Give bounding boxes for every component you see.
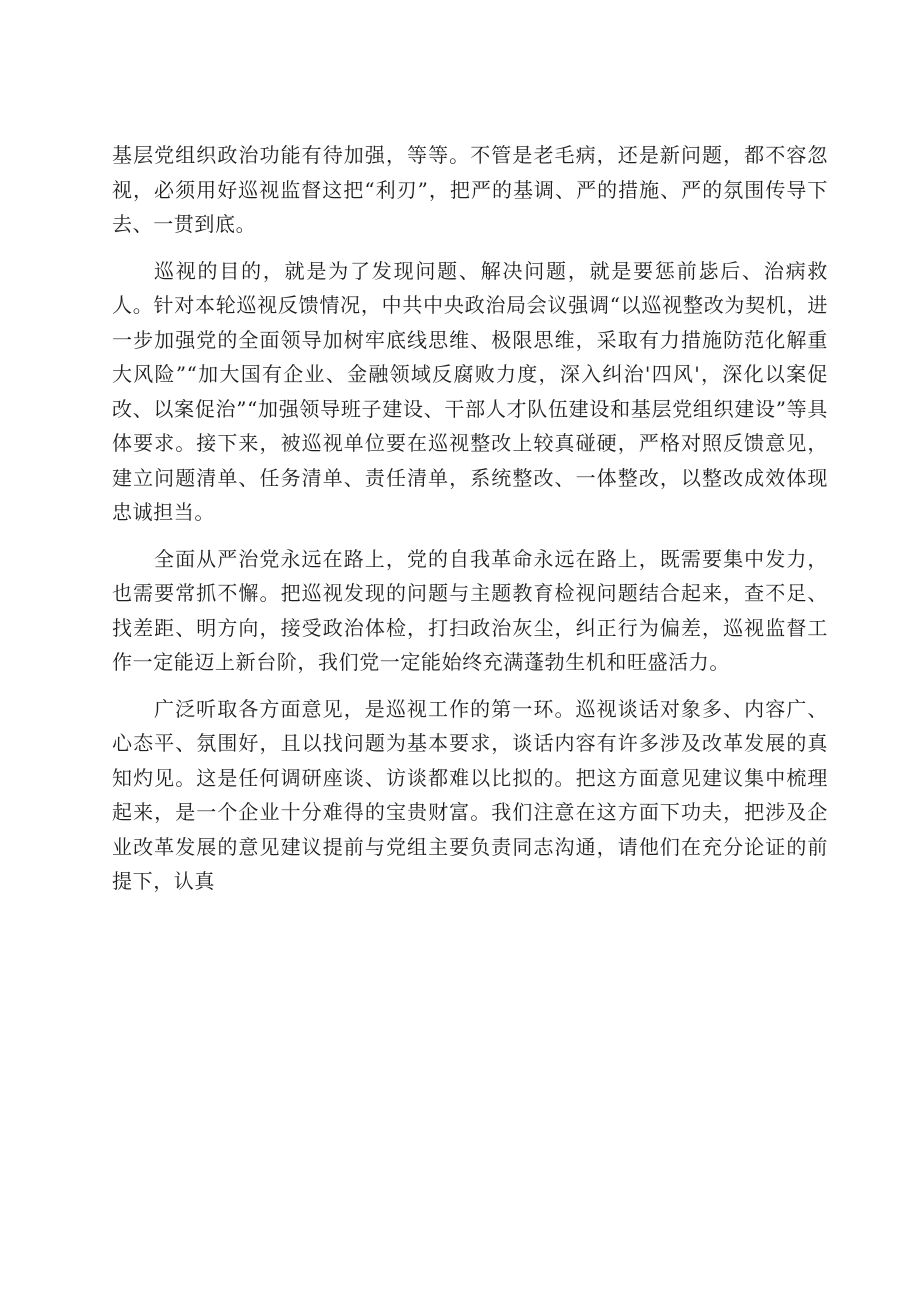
paragraph-party-governance: 全面从严治党永远在路上，党的自我革命永远在路上，既需要集中发力，也需要常抓不懈。把巡视发现的问题与主题教育检视问题结合起来，查不足、找差距、明方向，接受政治体检，打扫政治灰尘，纠正行为偏差，巡视监督工作一定能迈上新台阶，我们党一定能始终充满蓬勃生机和旺盛活力。 [112,546,828,674]
paragraph-continued: 基层党组织政治功能有待加强，等等。不管是老毛病，还是新问题，都不容忽视，必须用好巡视监督这把“利刃”，把严的基调、严的措施、严的氛围传导下去、一贯到底。 [112,143,828,236]
paragraph-listening-opinions: 广泛听取各方面意见，是巡视工作的第一环。巡视谈话对象多、内容广、心态平、氛围好，且以找问题为基本要求，谈话内容有许多涉及改革发展的真知灼见。这是任何调研座谈、访谈都难以比拟的。把这方面意见建议集中梳理起来，是一个企业十分难得的宝贵财富。我们注意在这方面下功夫，把涉及企业改革发展的意见建议提前与党组主要负责同志沟通，请他们在充分论证的前提下，认真 [112,696,828,893]
document-body [112,138,828,911]
paragraph-inspection-purpose: 巡视的目的，就是为了发现问题、解决问题，就是要惩前毖后、治病救人。针对本轮巡视反馈情况，中共中央政治局会议强调“以巡视整改为契机，进一步加强党的全面领导加树牢底线思维、极限思维，采取有力措施防范化解重大风险”“加大国有企业、金融领域反腐败力度，深入纠治'四风'，深化以案促改、以案促治”“加强领导班子建设、干部人才队伍建设和基层党组织建设”等具体要求。接下来，被巡视单位要在巡视整改上较真碰硬，严格对照反馈意见，建立问题清单、任务清单、责任清单，系统整改、一体整改，以整改成效体现忠诚担当。 [112,258,828,524]
